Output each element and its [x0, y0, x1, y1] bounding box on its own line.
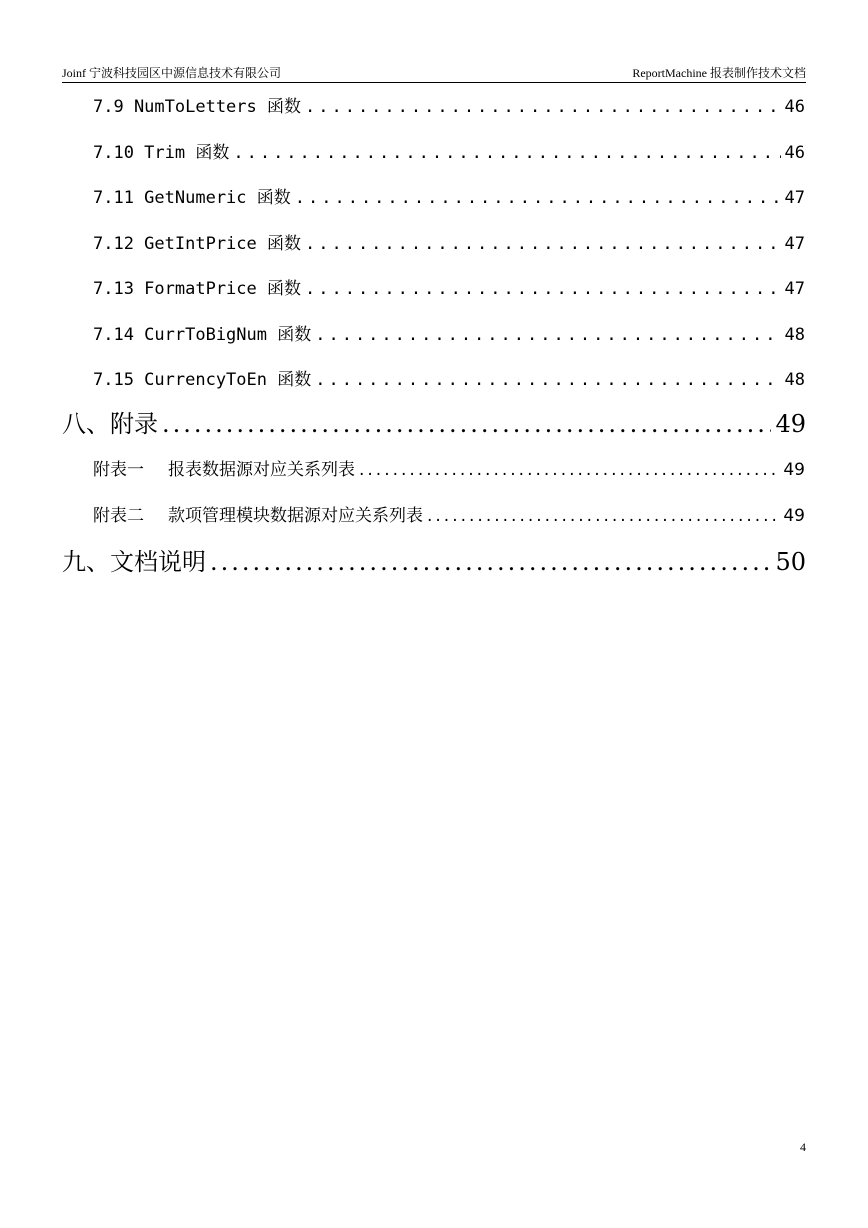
toc-appendix-entry[interactable] — [93, 501, 805, 527]
toc-entry[interactable] — [93, 320, 805, 346]
toc-leader-dots — [295, 188, 781, 208]
appendix-title: 款项管理模块数据源对应关系列表 — [168, 506, 423, 526]
toc-entry-title: 7.14 CurrToBigNum 函数 — [93, 325, 312, 345]
toc-entry-page: 50 — [775, 548, 806, 576]
toc-entry[interactable] — [93, 274, 805, 300]
toc-entry-page: 46 — [784, 143, 805, 163]
toc-entry[interactable] — [93, 138, 805, 164]
toc-entry-title: 九、文档说明 — [62, 548, 206, 576]
toc-leader-dots — [315, 325, 780, 345]
toc-entry-page: 48 — [784, 325, 805, 345]
toc-leader-dots — [427, 506, 779, 526]
appendix-label: 附表二 — [93, 506, 144, 526]
toc-entry-title — [93, 455, 355, 480]
toc-entry[interactable] — [93, 229, 805, 255]
appendix-label: 附表一 — [93, 460, 144, 480]
toc-appendix-entry[interactable] — [93, 455, 805, 481]
toc-entry-title: 7.12 GetIntPrice 函数 — [93, 234, 301, 254]
toc-leader-dots — [305, 279, 781, 299]
toc-leader-dots — [315, 370, 780, 390]
toc-entry-page: 48 — [784, 370, 805, 390]
toc-leader-dots — [162, 410, 771, 438]
toc-leader-dots — [305, 97, 781, 117]
appendix-title: 报表数据源对应关系列表 — [168, 460, 355, 480]
toc-entry-title: 7.10 Trim 函数 — [93, 143, 230, 163]
toc-entry-page: 49 — [783, 460, 805, 480]
toc-entry-page: 49 — [775, 410, 806, 438]
toc-entry-page: 49 — [783, 506, 805, 526]
toc-entry-title: 7.15 CurrencyToEn 函数 — [93, 370, 312, 390]
toc-chapter-entry[interactable] — [62, 542, 806, 578]
toc-entry-title: 八、附录 — [62, 410, 158, 438]
page-number: 4 — [800, 1140, 806, 1154]
toc-entry-page: 47 — [784, 234, 805, 254]
toc-entry-title: 7.11 GetNumeric 函数 — [93, 188, 291, 208]
toc-entry-title — [93, 501, 423, 526]
toc-leader-dots — [359, 460, 779, 480]
toc-entry[interactable] — [93, 183, 805, 209]
toc-entry-page: 46 — [784, 97, 805, 117]
header-doc-title: ReportMachine 报表制作技术文档 — [632, 66, 806, 80]
toc-entry[interactable] — [93, 92, 805, 118]
toc-entry[interactable] — [93, 365, 805, 391]
toc-leader-dots — [210, 548, 771, 576]
page-header — [62, 62, 806, 83]
header-company: Joinf 宁波科技园区中源信息技术有限公司 — [62, 66, 282, 80]
toc-leader-dots — [233, 143, 780, 163]
toc-chapter-entry[interactable] — [62, 404, 806, 440]
toc-entry-title: 7.13 FormatPrice 函数 — [93, 279, 301, 299]
toc-entry-title: 7.9 NumToLetters 函数 — [93, 97, 301, 117]
toc-entry-page: 47 — [784, 279, 805, 299]
toc-leader-dots — [305, 234, 781, 254]
toc-entry-page: 47 — [784, 188, 805, 208]
